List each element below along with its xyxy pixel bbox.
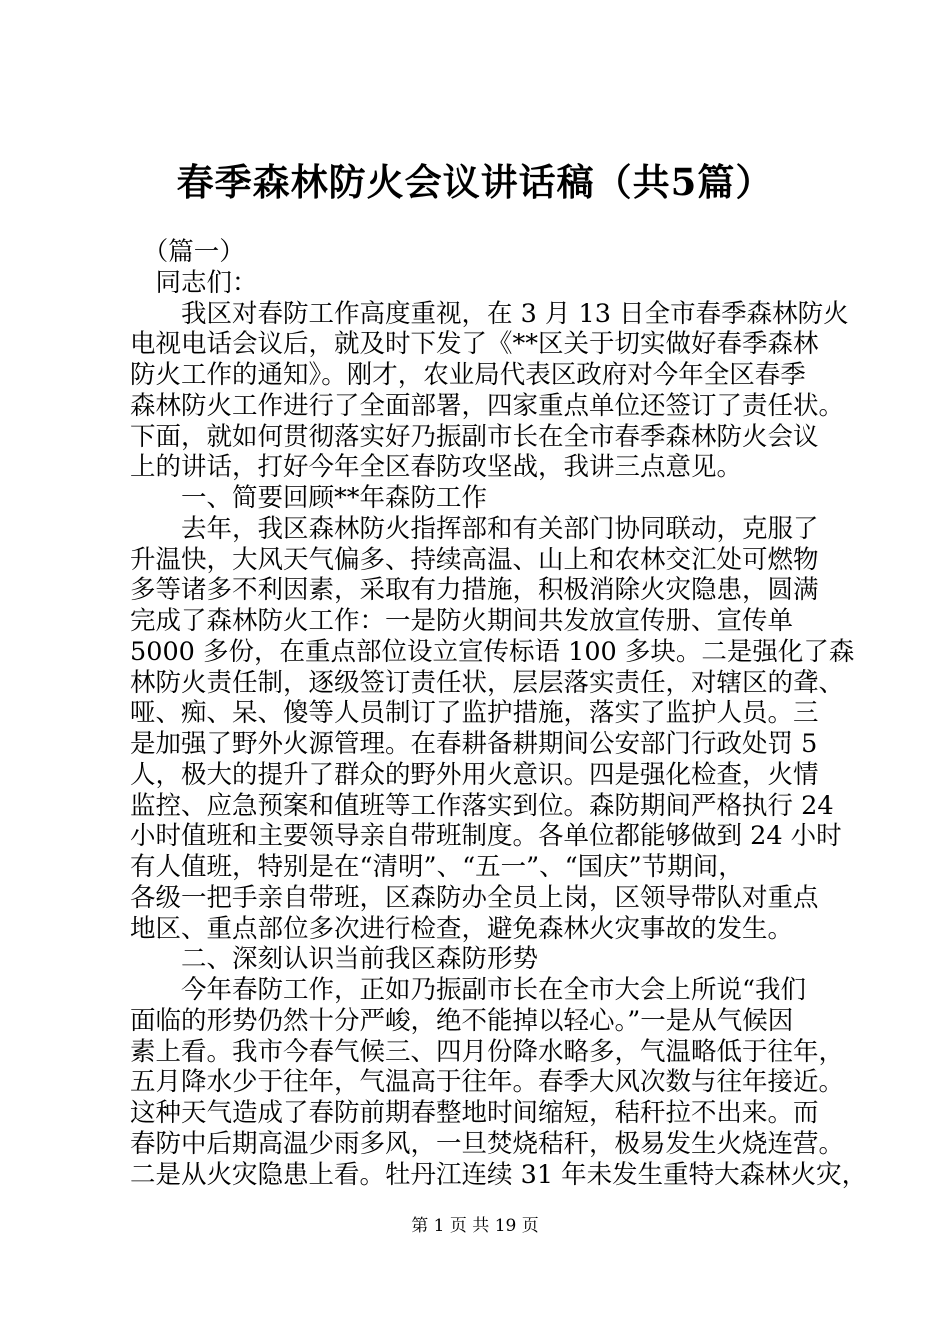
text-line: 面临的形势仍然十分严峻，绝不能掉以轻心。”一是从气候因 bbox=[130, 1005, 794, 1036]
text-line: 是加强了野外火源管理。在春耕备耕期间公安部门行政处罚 5 bbox=[130, 729, 818, 759]
text-line: 上的讲话，打好今年全区春防攻坚战，我讲三点意见。 bbox=[130, 452, 743, 483]
text-line: 下面，就如何贯彻落实好乃振副市长在全市春季森林防火会议 bbox=[130, 421, 819, 452]
text-line: 我区对春防工作高度重视，在 3 月 13 日全市春季森林防火 bbox=[130, 298, 849, 329]
text-line: 一、简要回顾**年森防工作 bbox=[130, 483, 488, 513]
page-footer: 第 1 页 共 19 页 bbox=[411, 1216, 539, 1236]
text-line: 素上看。我市今春气候三、四月份降水略多，气温略低于往年， bbox=[130, 1036, 845, 1067]
text-line: （篇一） bbox=[130, 237, 245, 267]
text-line: 林防火责任制，逐级签订责任状，层层落实责任，对辖区的聋、 bbox=[130, 667, 845, 698]
text-line: 哑、痴、呆、傻等人员制订了监护措施，落实了监护人员。三 bbox=[130, 698, 819, 729]
text-line: 今年春防工作，正如乃振副市长在全市大会上所说“我们 bbox=[130, 975, 807, 1005]
text-line: 二、深刻认识当前我区森防形势 bbox=[130, 944, 539, 975]
text-line: 这种天气造成了春防前期春整地时间缩短，秸秆拉不出来。而 bbox=[130, 1098, 819, 1128]
text-line: 防火工作的通知》。刚才，农业局代表区政府对今年全区春季 bbox=[130, 360, 806, 390]
text-line: 小时值班和主要领导亲自带班制度。各单位都能够做到 24 小时 bbox=[130, 821, 842, 852]
text-line: 五月降水少于往年，气温高于往年。春季大风次数与往年接近。 bbox=[130, 1067, 845, 1098]
text-line: 电视电话会议后，就及时下发了《**区关于切实做好春季森林 bbox=[130, 329, 819, 360]
text-line: 去年，我区森林防火指挥部和有关部门协同联动，克服了 bbox=[130, 513, 819, 544]
text-line: 5000 多份，在重点部位设立宣传标语 100 多块。二是强化了森 bbox=[130, 636, 855, 667]
text-line: 同志们： bbox=[130, 267, 258, 298]
text-line: 完成了森林防火工作：一是防火期间共发放宣传册、宣传单 bbox=[130, 606, 794, 636]
text-line: 各级一把手亲自带班，区森防办全员上岗，区领导带队对重点 bbox=[130, 882, 819, 913]
document-body bbox=[130, 237, 868, 1190]
text-line: 升温快，大风天气偏多、持续高温、山上和农林交汇处可燃物 bbox=[130, 544, 819, 575]
document-title: 春季森林防火会议讲话稿（共5篇） bbox=[176, 160, 774, 204]
text-line: 多等诸多不利因素，采取有力措施，积极消除火灾隐患，圆满 bbox=[130, 575, 819, 606]
text-line: 监控、应急预案和值班等工作落实到位。森防期间严格执行 24 bbox=[130, 790, 834, 821]
text-line: 森林防火工作进行了全面部署，四家重点单位还签订了责任状。 bbox=[130, 390, 845, 421]
text-line: 人，极大的提升了群众的野外用火意识。四是强化检查，火情 bbox=[130, 759, 819, 790]
text-line: 春防中后期高温少雨多风，一旦焚烧秸秆，极易发生火烧连营。 bbox=[130, 1128, 845, 1159]
text-line: 有人值班，特别是在“清明”、“五一”、“国庆”节期间， bbox=[130, 852, 744, 882]
text-line: 二是从火灾隐患上看。牡丹江连续 31 年未发生重特大森林火灾， bbox=[130, 1159, 868, 1190]
text-line: 地区、重点部位多次进行检查，避免森林火灾事故的发生。 bbox=[130, 913, 794, 944]
